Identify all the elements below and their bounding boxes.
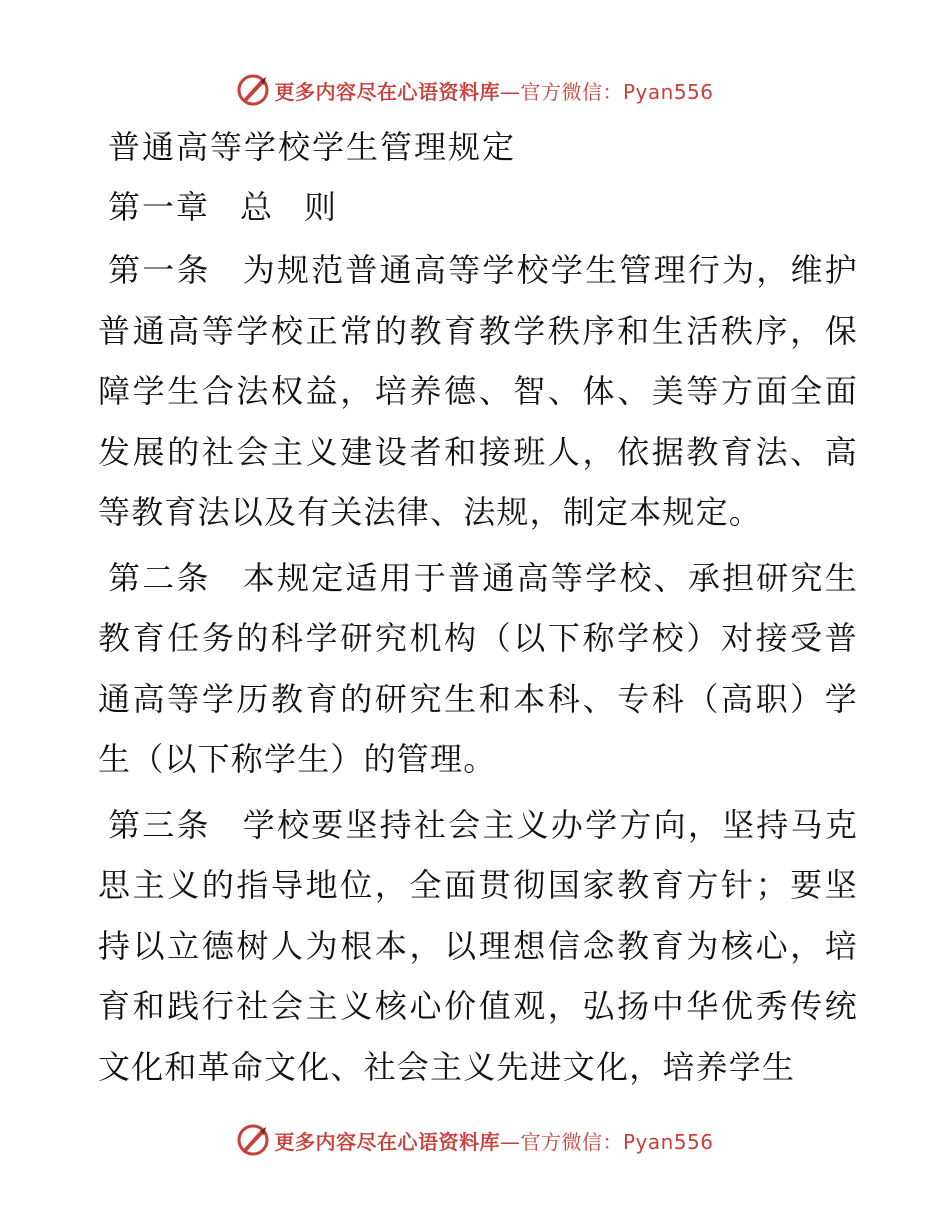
article-number: 第三条	[108, 805, 211, 844]
article-text: 本规定适用于普通高等学校、承担研究生教育任务的科学研究机构（以下称学校）对接受普通高等学历教育的研究生和本科、专科（高职）学生（以下称学生）的管理。	[98, 558, 858, 778]
watermark-wechat: 官方微信：	[520, 1129, 623, 1154]
document-title: 普通高等学校学生管理规定	[108, 128, 517, 166]
chapter-name-part2: 则	[304, 188, 339, 226]
watermark-text	[274, 76, 713, 105]
watermark-sep: —	[499, 1129, 521, 1154]
watermark-main: 更多内容尽在心语资料库	[274, 79, 500, 104]
watermark-footer	[0, 1120, 950, 1160]
document-body	[98, 118, 858, 1102]
watermark-id: Pyan556	[622, 1129, 714, 1154]
watermark-text	[274, 1126, 713, 1155]
article-number: 第二条	[108, 558, 211, 597]
article-2	[98, 548, 858, 790]
chapter-name-part1: 总	[240, 188, 275, 226]
watermark-id: Pyan556	[622, 79, 714, 104]
article-3	[98, 795, 858, 1098]
watermark-wechat: 官方微信：	[520, 79, 623, 104]
article-1	[98, 240, 858, 543]
article-text: 为规范普通高等学校学生管理行为，维护普通高等学校正常的教育教学秩序和生活秩序，保障学生合法权益，培养德、智、体、美等方面全面发展的社会主义建设者和接班人，依据教育法、高等教育法以及有关法律、法规，制定本规定。	[98, 251, 858, 531]
watermark-main: 更多内容尽在心语资料库	[274, 1129, 500, 1154]
article-number: 第一条	[108, 251, 211, 289]
watermark-sep: —	[499, 79, 521, 104]
quill-logo-icon	[236, 73, 270, 107]
chapter-number: 第一章	[108, 188, 211, 226]
article-text: 学校要坚持社会主义办学方向，坚持马克思主义的指导地位，全面贯彻国家教育方针；要坚持以立德树人为根本，以理想信念教育为核心，培育和践行社会主义核心价值观，弘扬中华优秀传统文化和革命文化、社会主义先进文化，培养学生	[98, 805, 858, 1086]
watermark-header	[0, 70, 950, 110]
chapter-heading	[108, 178, 858, 236]
quill-logo-icon	[236, 1123, 270, 1157]
